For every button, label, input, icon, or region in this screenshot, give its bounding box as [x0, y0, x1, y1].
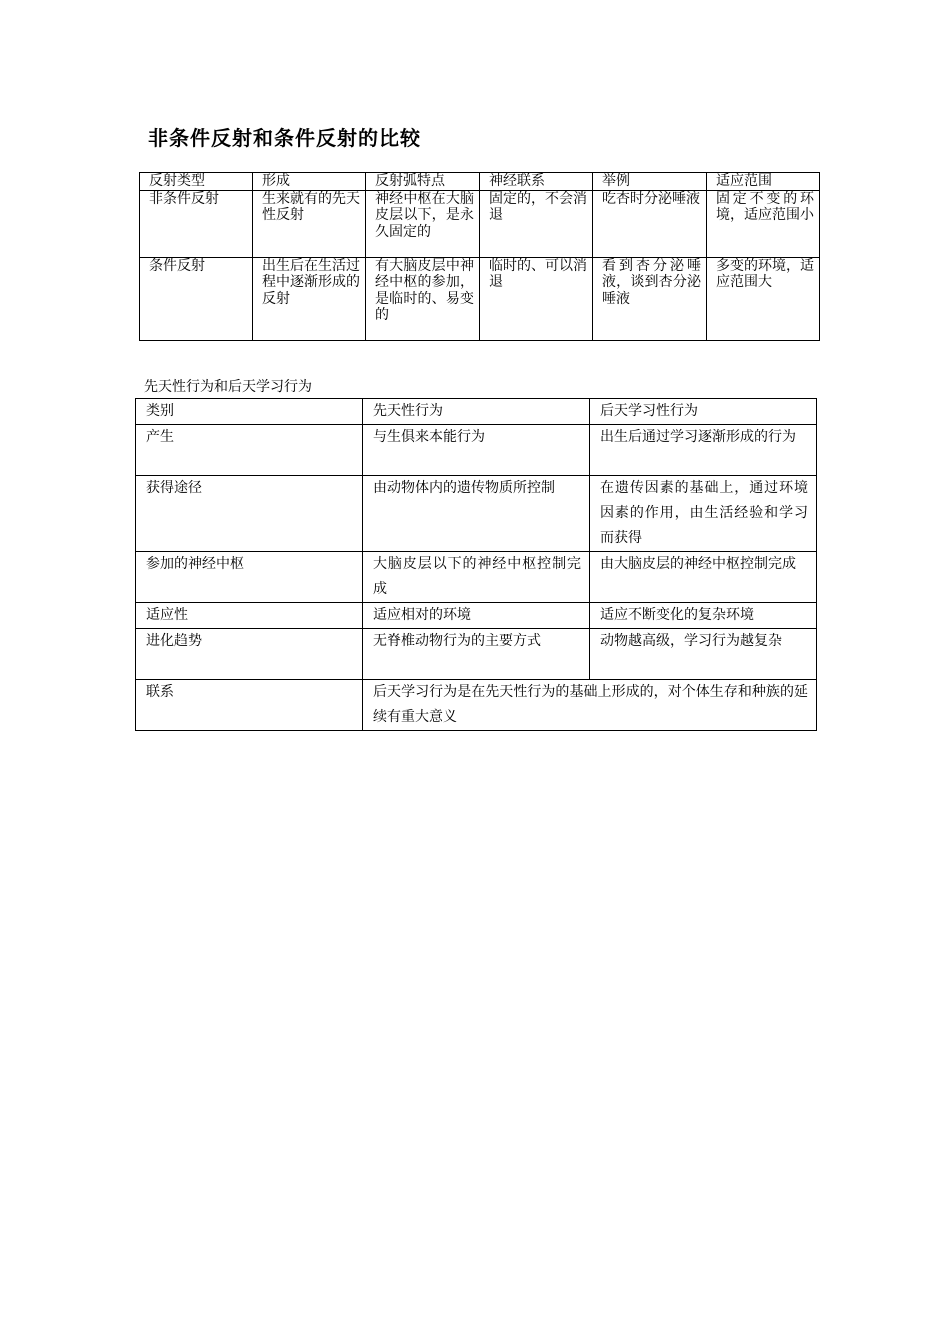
table-cell: 多变的环境，适应范围大: [707, 257, 820, 340]
table-cell: 进化趋势: [136, 629, 363, 680]
table-row: [136, 476, 817, 552]
table-cell: 适应相对的环境: [363, 603, 590, 629]
header-cell: 类别: [136, 399, 363, 425]
behavior-comparison-table: [135, 398, 817, 731]
table-cell: 大脑皮层以下的神经中枢控制完成: [363, 552, 590, 603]
table-cell: 获得途径: [136, 476, 363, 552]
header-cell: 形成: [253, 173, 366, 191]
table-cell: 临时的、可以消退: [480, 257, 593, 340]
table-cell: 在遗传因素的基础上，通过环境因素的作用，由生活经验和学习而获得: [590, 476, 817, 552]
table-cell: 动物越高级，学习行为越复杂: [590, 629, 817, 680]
page-title: 非条件反射和条件反射的比较: [148, 126, 421, 150]
table-cell: 由大脑皮层的神经中枢控制完成: [590, 552, 817, 603]
table-cell: 参加的神经中枢: [136, 552, 363, 603]
table-cell: 吃杏时分泌唾液: [593, 190, 707, 257]
header-cell: 反射弧特点: [366, 173, 480, 191]
header-cell: 举例: [593, 173, 707, 191]
header-cell: 后天学习性行为: [590, 399, 817, 425]
header-cell: 先天性行为: [363, 399, 590, 425]
table-cell: 适应不断变化的复杂环境: [590, 603, 817, 629]
header-cell: 反射类型: [140, 173, 253, 191]
table-cell-merged: 后天学习行为是在先天性行为的基础上形成的，对个体生存和种族的延续有重大意义: [363, 680, 817, 731]
table-row: [136, 425, 817, 476]
table-cell: 产生: [136, 425, 363, 476]
header-cell: 神经联系: [480, 173, 593, 191]
table-row: [136, 629, 817, 680]
table-cell: 固定的，不会消退: [480, 190, 593, 257]
table-cell: 非条件反射: [140, 190, 253, 257]
table-cell: 由动物体内的遗传物质所控制: [363, 476, 590, 552]
table-row: [140, 257, 820, 340]
table-row: [136, 552, 817, 603]
table-cell: 固定不变的环境，适应范围小: [707, 190, 820, 257]
table-cell: 联系: [136, 680, 363, 731]
table-header-row: [140, 173, 820, 191]
table-cell: 出生后在生活过程中逐渐形成的反射: [253, 257, 366, 340]
section-subtitle: 先天性行为和后天学习行为: [144, 379, 312, 395]
table-cell: 无脊椎动物行为的主要方式: [363, 629, 590, 680]
table-cell: 出生后通过学习逐渐形成的行为: [590, 425, 817, 476]
table-cell: 有大脑皮层中神经中枢的参加，是临时的、易变的: [366, 257, 480, 340]
table-cell: 神经中枢在大脑皮层以下，是永久固定的: [366, 190, 480, 257]
table-row: [136, 680, 817, 731]
table-row: [136, 603, 817, 629]
header-cell: 适应范围: [707, 173, 820, 191]
table-cell: 适应性: [136, 603, 363, 629]
reflex-comparison-table: [139, 172, 820, 341]
table-header-row: [136, 399, 817, 425]
table-cell: 条件反射: [140, 257, 253, 340]
table-row: [140, 190, 820, 257]
table-cell: 生来就有的先天性反射: [253, 190, 366, 257]
table-cell: 与生俱来本能行为: [363, 425, 590, 476]
table-cell: 看到杏分泌唾液，谈到杏分泌唾液: [593, 257, 707, 340]
